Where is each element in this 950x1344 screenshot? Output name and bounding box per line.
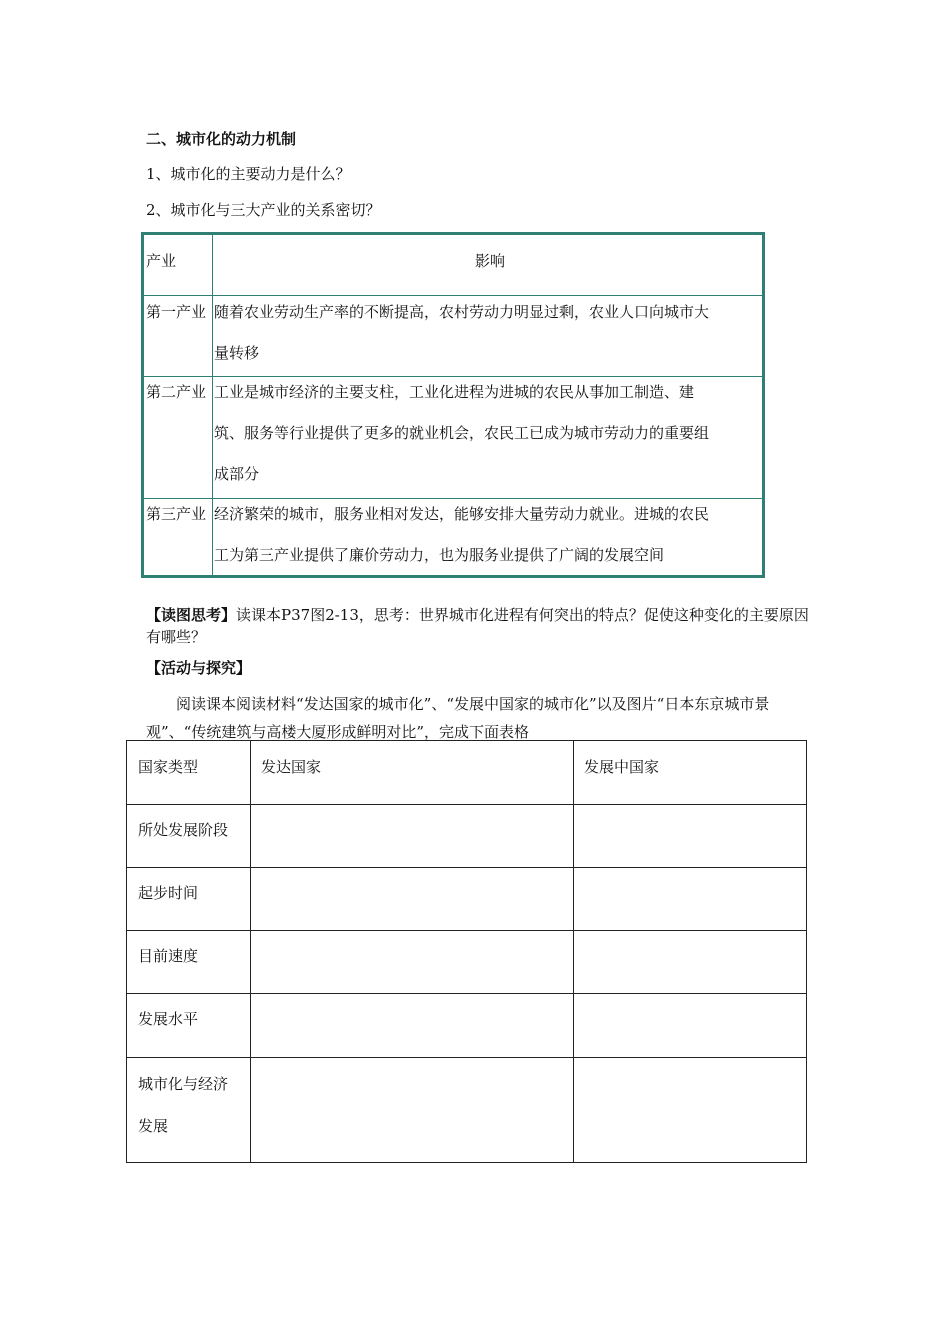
table-divider (127, 867, 806, 868)
row-label-start-time: 起步时间 (138, 884, 199, 902)
industry-tertiary: 第三产业 (146, 505, 207, 523)
think-text: 读课本P37图2-13，思考：世界城市化进程有何突出的特点？促使这种变化的主要原因有哪些？ (146, 606, 809, 646)
header-country-type: 国家类型 (138, 758, 199, 776)
header-industry: 产业 (146, 252, 177, 270)
activity-paragraph: 阅读课本阅读材料“发达国家的城市化”、“发展中国家的城市化”以及图片“日本东京城市景观”、“传统建筑与高楼大厦形成鲜明对比”，完成下面表格 (146, 695, 770, 741)
row-label-speed: 目前速度 (138, 947, 199, 965)
industry-table (141, 232, 765, 578)
impact-secondary-line-1: 工业是城市经济的主要支柱，工业化进程为进城的农民从事加工制造、建 (214, 383, 695, 401)
question-2: 2、城市化与三大产业的关系密切？ (146, 201, 381, 219)
table-divider (127, 930, 806, 931)
table-divider (127, 1057, 806, 1058)
row-label-stage: 所处发展阶段 (138, 821, 229, 839)
comparison-table (126, 740, 807, 1163)
think-paragraph (146, 604, 810, 648)
impact-primary-line-2: 量转移 (214, 344, 260, 362)
table-divider (127, 993, 806, 994)
header-impact: 影响 (474, 252, 505, 270)
header-developing: 发展中国家 (584, 758, 660, 776)
industry-secondary: 第二产业 (146, 383, 207, 401)
row-label-economy-line-1: 城市化与经济 (138, 1075, 229, 1093)
table-divider (127, 804, 806, 805)
impact-tertiary-line-2: 工为第三产业提供了廉价劳动力，也为服务业提供了广阔的发展空间 (214, 546, 665, 564)
impact-secondary-line-2: 筑、服务等行业提供了更多的就业机会，农民工已成为城市劳动力的重要组 (214, 424, 710, 442)
industry-primary: 第一产业 (146, 303, 207, 321)
impact-secondary-line-3: 成部分 (214, 465, 260, 483)
table-divider (212, 235, 213, 575)
header-developed: 发达国家 (261, 758, 322, 776)
question-1: 1、城市化的主要动力是什么？ (146, 165, 351, 183)
impact-primary-line-1: 随着农业劳动生产率的不断提高，农村劳动力明显过剩，农业人口向城市大 (214, 303, 710, 321)
think-label: 【读图思考】 (146, 606, 237, 624)
section-title: 二、城市化的动力机制 (146, 130, 297, 148)
activity-label: 【活动与探究】 (146, 659, 252, 677)
row-label-level: 发展水平 (138, 1010, 199, 1028)
impact-tertiary-line-1: 经济繁荣的城市，服务业相对发达，能够安排大量劳动力就业。进城的农民 (214, 505, 710, 523)
row-label-economy-line-2: 发展 (138, 1117, 169, 1135)
